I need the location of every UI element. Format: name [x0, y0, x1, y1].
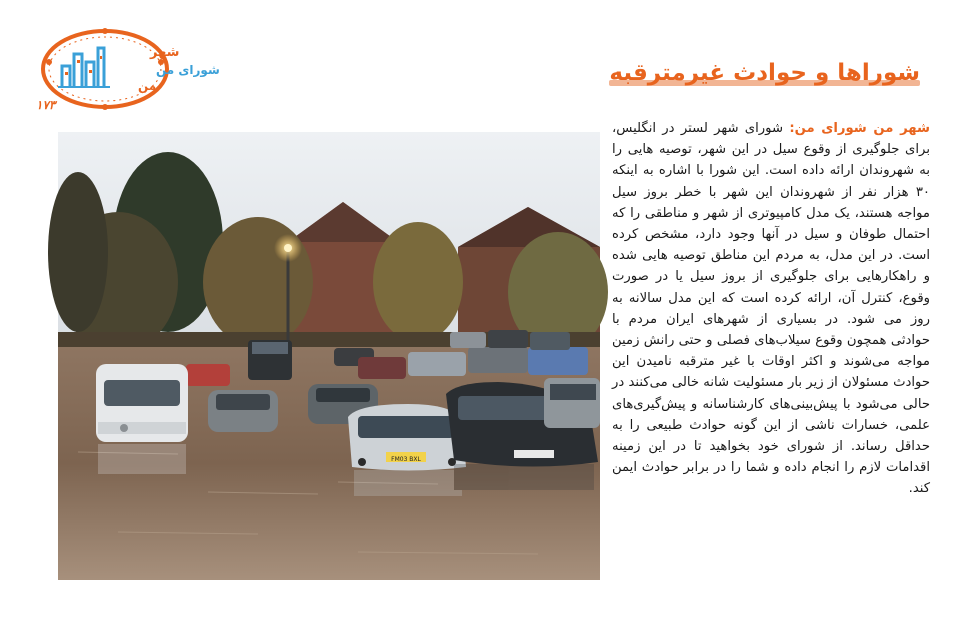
- logo-text-2: شورای من: [156, 63, 220, 77]
- article-lead: شهر من شورای من:: [789, 121, 930, 136]
- article-body: [612, 118, 930, 500]
- license-plate: FM03 BXL: [391, 456, 421, 463]
- article-text: شورای شهر لستر در انگلیس، برای جلوگیری از وقوع سیل در این شهر، توصیه هایی را به شهروندان ارائه داده است. این شورا با اشاره به اینکه ۳۰ هزار نفر از شهروندان این شهر با خطر بروز سیل مواجه هستند، یک مدل کامپیوتری از شهر و مناطقی را که احتمال طوفان و سیل در آنها وجود دارد، مشخص کرده است. در این مدل، به مردم این مناطق توصیه هایی شده و راهکارهایی برای جلوگیری از بروز سیل یا در صورت وقوع، کنترل آن، ارائه کرده است که این مدل سالانه به روز می شود. در بسیاری از شهرهای ایران مردم با حوادثی همچون وقوع سیلاب‌های فصلی و حتی رانش زمین مواجه می‌شوند و اکثر اوقات با غیر مترقبه نامیدن این حوادث مسئولان از زیر بار مسئولیت شانه خالی می‌کنند در حالی می‌شود با پیش‌بینی‌های کارشناسانه و پیش‌گیری‌های علمی، خسارات ناشی از این گونه حوادث طبیعی را به حداقل رساند. از شورای خود بخواهید تا در این زمینه اقدامات لازم را انجام داده و شما را در برابر حوادث ایمن کند.: [612, 121, 930, 497]
- page-title: [609, 58, 920, 86]
- logo-subtext: ۱۷۳: [36, 98, 56, 112]
- logo-text-1: شهر: [150, 45, 180, 60]
- logo-emblem: [38, 26, 220, 114]
- logo-text-3: من: [138, 79, 157, 93]
- flood-photo: [58, 132, 600, 580]
- page-title-text: شوراها و حوادث غیرمترقبه: [609, 60, 920, 86]
- logo: [38, 26, 220, 114]
